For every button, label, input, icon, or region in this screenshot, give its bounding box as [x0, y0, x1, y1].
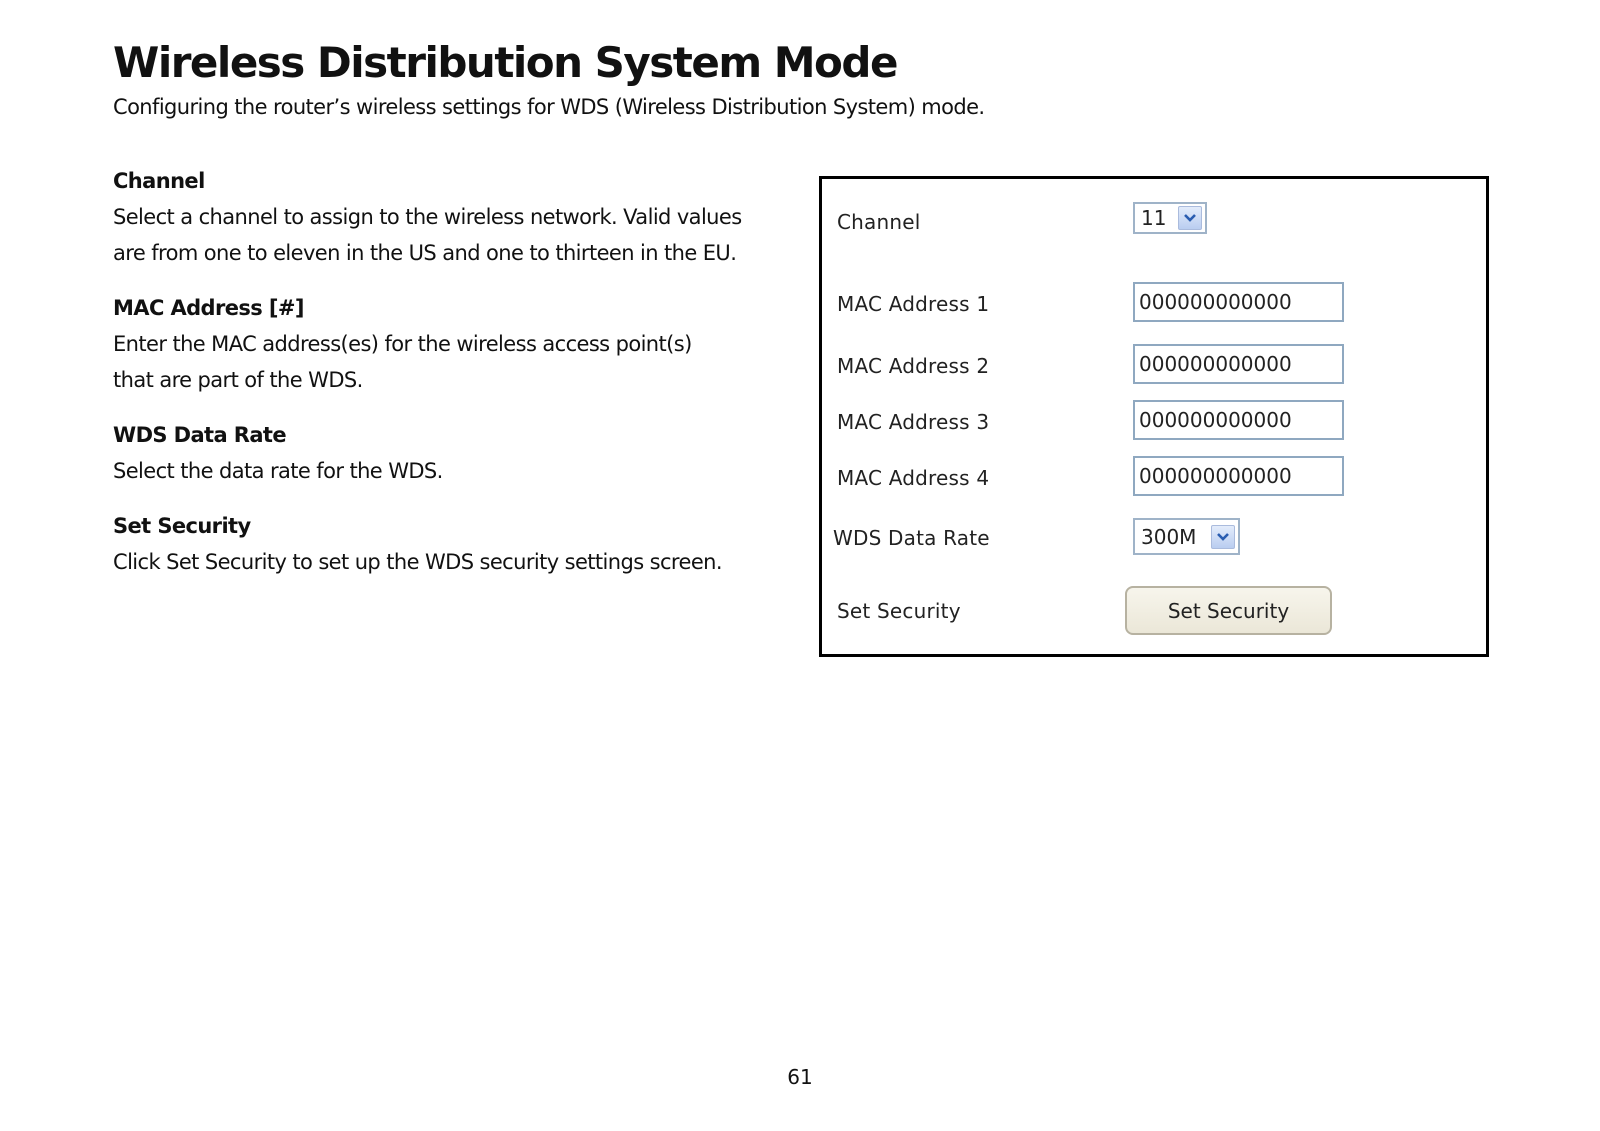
- channel-select[interactable]: [1133, 202, 1207, 234]
- body-line: that are part of the WDS.: [113, 368, 363, 392]
- mac-address-2-label: MAC Address 2: [837, 354, 990, 378]
- wds-data-rate-label: WDS Data Rate: [833, 526, 990, 550]
- section-heading: WDS Data Rate: [113, 423, 286, 447]
- section-heading: Channel: [113, 169, 205, 193]
- description-column: [113, 163, 773, 599]
- page-title: Wireless Distribution System Mode: [113, 38, 897, 87]
- section-body: [113, 199, 773, 271]
- section-body: [113, 326, 773, 398]
- body-line: Select a channel to assign to the wireless network. Valid values: [113, 205, 742, 229]
- body-line: Enter the MAC address(es) for the wireless access point(s): [113, 332, 692, 356]
- section-heading: Set Security: [113, 514, 251, 538]
- set-security-button[interactable]: Set Security: [1125, 586, 1332, 635]
- body-line: Click Set Security to set up the WDS security settings screen.: [113, 550, 722, 574]
- chevron-down-icon[interactable]: [1211, 525, 1235, 549]
- section-mac-address: [113, 290, 773, 398]
- body-line: are from one to eleven in the US and one to thirteen in the EU.: [113, 241, 737, 265]
- mac-address-1-label: MAC Address 1: [837, 292, 990, 316]
- mac-address-4-label: MAC Address 4: [837, 466, 990, 490]
- chevron-down-icon[interactable]: [1178, 206, 1202, 230]
- channel-select-value: 11: [1141, 206, 1167, 230]
- section-body: [113, 544, 773, 580]
- wds-data-rate-select-value: 300M: [1141, 524, 1197, 549]
- page-number: 61: [787, 1065, 813, 1089]
- body-line: Select the data rate for the WDS.: [113, 459, 443, 483]
- section-body: [113, 453, 773, 489]
- section-heading: MAC Address [#]: [113, 296, 304, 320]
- mac-address-1-input[interactable]: [1133, 282, 1344, 322]
- mac-address-2-input[interactable]: [1133, 344, 1344, 384]
- section-channel: [113, 163, 773, 271]
- mac-address-3-input[interactable]: [1133, 400, 1344, 440]
- mac-address-3-label: MAC Address 3: [837, 410, 990, 434]
- section-set-security: [113, 508, 773, 580]
- wds-data-rate-select[interactable]: [1133, 518, 1240, 555]
- channel-label: Channel: [837, 210, 921, 234]
- wds-settings-panel: [819, 176, 1489, 657]
- mac-address-4-input[interactable]: [1133, 456, 1344, 496]
- section-wds-data-rate: [113, 417, 773, 489]
- page-subtitle: Configuring the router’s wireless settings for WDS (Wireless Distribution System) mode.: [113, 95, 985, 119]
- set-security-label: Set Security: [837, 599, 961, 623]
